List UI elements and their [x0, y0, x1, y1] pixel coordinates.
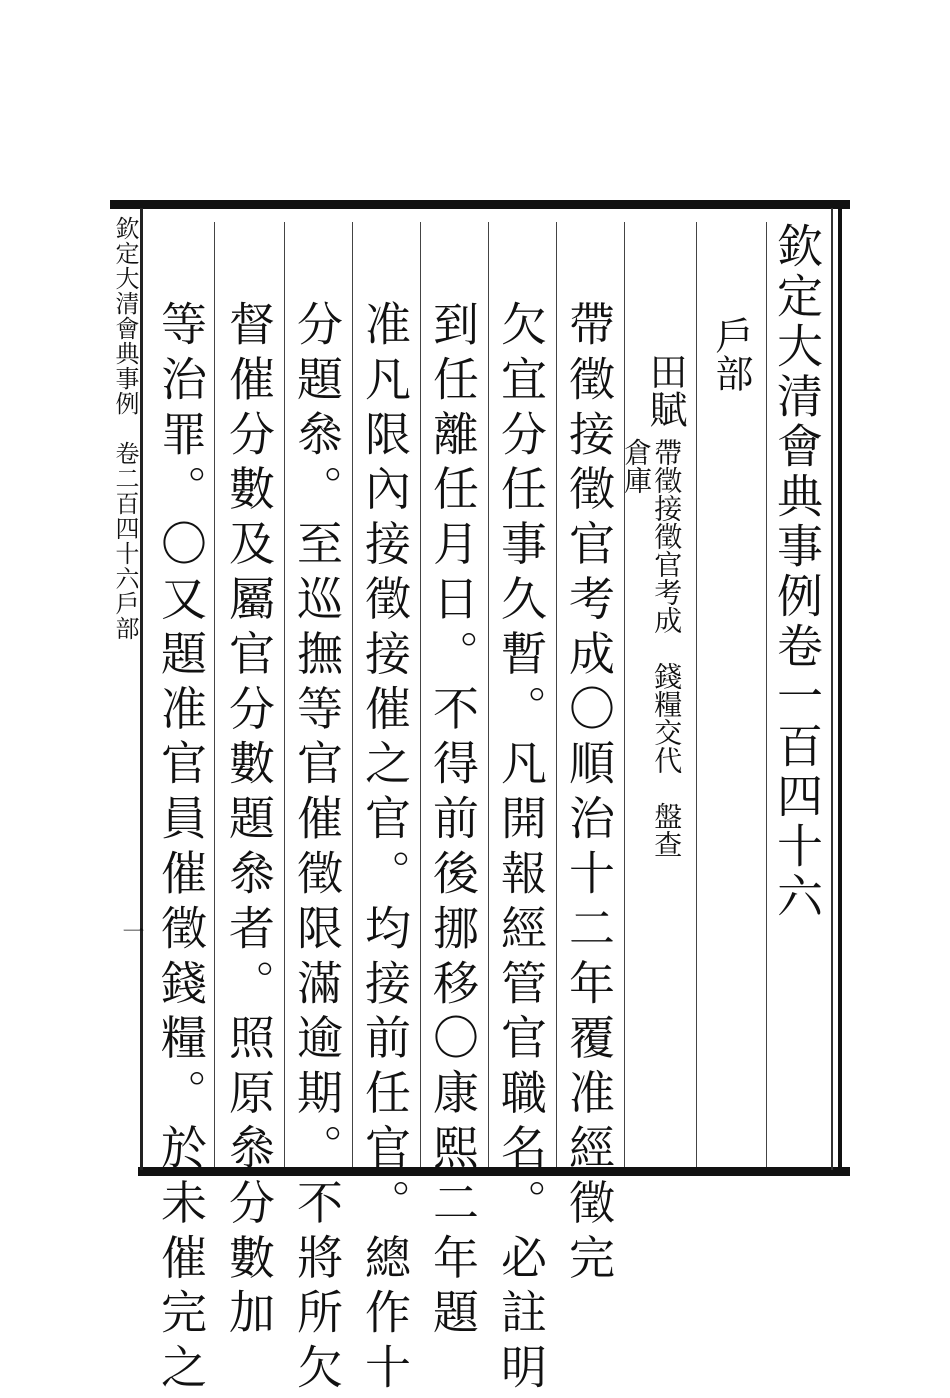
- frame-top-border: [110, 200, 850, 209]
- text-column-4: 准凡限內接徵接催之官。均接前任官。總作十: [358, 300, 412, 1398]
- column-rule: [766, 222, 767, 1167]
- book-title: 欽定大清會典事例卷一百四十六: [770, 222, 824, 922]
- column-rule: [420, 222, 421, 1167]
- margin-header: 欽定大清會典事例 卷二百四十六戶部: [111, 216, 139, 641]
- column-rule: [556, 222, 557, 1167]
- column-rule: [214, 222, 215, 1167]
- text-column-6: 督催分數及屬官分數題叅者。照原叅分數加: [222, 300, 276, 1344]
- frame-right-inner-border: [831, 208, 833, 1170]
- section-heading: 田賦: [643, 352, 687, 428]
- section-subtopic-left: 倉庫: [620, 438, 654, 494]
- column-rule: [488, 222, 489, 1167]
- text-column-1: 帶徵接徵官考成〇順治十二年覆准經徵完: [562, 300, 616, 1289]
- column-rule: [624, 222, 625, 1167]
- frame-right-border: [838, 208, 842, 1170]
- text-column-2: 欠宜分任事久暫。凡開報經管官職名。必註明: [494, 300, 548, 1398]
- column-rule: [352, 222, 353, 1167]
- section-subtopics: 帶徵接徵官考成 錢糧交代 盤查: [650, 438, 684, 858]
- text-column-5: 分題叅。至巡撫等官催徵限滿逾期。不將所欠: [290, 300, 344, 1398]
- column-rule: [284, 222, 285, 1167]
- page-number: 一: [119, 920, 144, 942]
- column-rule: [696, 222, 697, 1167]
- text-column-7: 等治罪。〇又題准官員催徵錢糧。於未催完之: [154, 300, 208, 1398]
- text-column-3: 到任離任月日。不得前後挪移〇康熙二年題: [426, 300, 480, 1344]
- department-heading: 戶部: [709, 316, 753, 392]
